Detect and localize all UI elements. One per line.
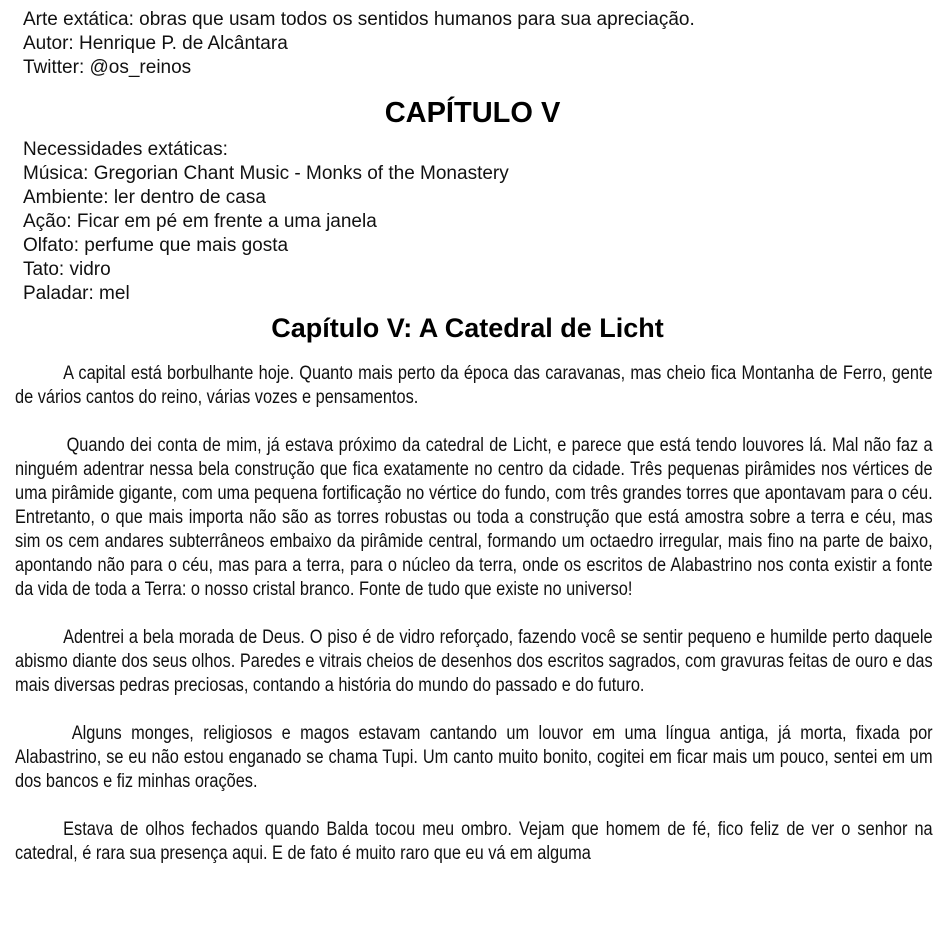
story-paragraph <box>15 722 933 794</box>
needs-item-action: Ação: Ficar em pé em frente a uma janela <box>23 211 377 232</box>
story-paragraph <box>15 626 933 698</box>
needs-item-taste: Paladar: mel <box>23 283 130 304</box>
paragraph-text: Alguns monges, religiosos e magos estavam cantando um louvor em uma língua antiga, já morta, fixada por Alabastrino, se eu não estou enganado se chama Tupi. Um canto muito bonito, cogitei em ficar mais um pouco, sentei em um dos bancos e fiz minhas orações. <box>15 723 933 792</box>
chapter-heading: CAPÍTULO V <box>384 97 561 129</box>
story-paragraph <box>15 362 933 410</box>
needs-title: Necessidades extáticas: <box>23 139 228 160</box>
story-body <box>15 362 933 890</box>
needs-item-music: Música: Gregorian Chant Music - Monks of the Monastery <box>23 163 509 184</box>
paragraph-text: Quando dei conta de mim, já estava próximo da catedral de Licht, e parece que está tendo louvores lá. Mal não faz a ninguém adentrar nessa bela construção que fica exatamente no centro da cidade. Três pequenas pirâmides nos vértices de uma pirâmide gigante, com uma pequena fortificação no vértice do fundo, com três grandes torres que apontavam para o céu. Entretanto, o que mais importa não são as torres robustas ou toda a construção que está amostra sobre a terra e céu, mas sim os cem andares subterrâneos embaixo da pirâmide central, formando um octaedro irregular, mais fino na parte de baixo, apontando não para o céu, mas para a terra, para o núcleo da terra, onde os escritos de Alabastrino nos conta existir a fonte da vida de toda a Terra: o nosso cristal branco. Fonte de tudo que existe no universo! <box>15 435 933 600</box>
paragraph-text: A capital está borbulhante hoje. Quanto mais perto da época das caravanas, mas cheio fica Montanha de Ferro, gente de vários cantos do reino, várias vozes e pensamentos. <box>15 363 933 408</box>
header-block <box>23 8 695 80</box>
story-paragraph <box>15 818 933 866</box>
header-line-twitter: Twitter: @os_reinos <box>23 57 192 78</box>
needs-item-touch: Tato: vidro <box>23 259 111 280</box>
header-line-art: Arte extática: obras que usam todos os sentidos humanos para sua apreciação. <box>23 9 695 30</box>
story-title: Capítulo V: A Catedral de Licht <box>271 313 664 343</box>
header-line-author: Autor: Henrique P. de Alcântara <box>23 33 288 54</box>
paragraph-text: Adentrei a bela morada de Deus. O piso é de vidro reforçado, fazendo você se sentir pequeno e humilde perto daquele abismo diante dos seus olhos. Paredes e vitrais cheios de desenhos dos escritos sagrados, com gravuras feitas de ouro e das mais diversas pedras preciosas, contando a história do mundo do passado e do futuro. <box>15 627 933 696</box>
story-paragraph <box>15 434 933 602</box>
needs-item-environment: Ambiente: ler dentro de casa <box>23 187 266 208</box>
needs-block <box>23 138 509 306</box>
paragraph-text: Estava de olhos fechados quando Balda tocou meu ombro. Vejam que homem de fé, fico feliz de ver o senhor na catedral, é rara sua presença aqui. E de fato é muito raro que eu vá em alguma <box>15 819 933 864</box>
needs-item-smell: Olfato: perfume que mais gosta <box>23 235 289 256</box>
